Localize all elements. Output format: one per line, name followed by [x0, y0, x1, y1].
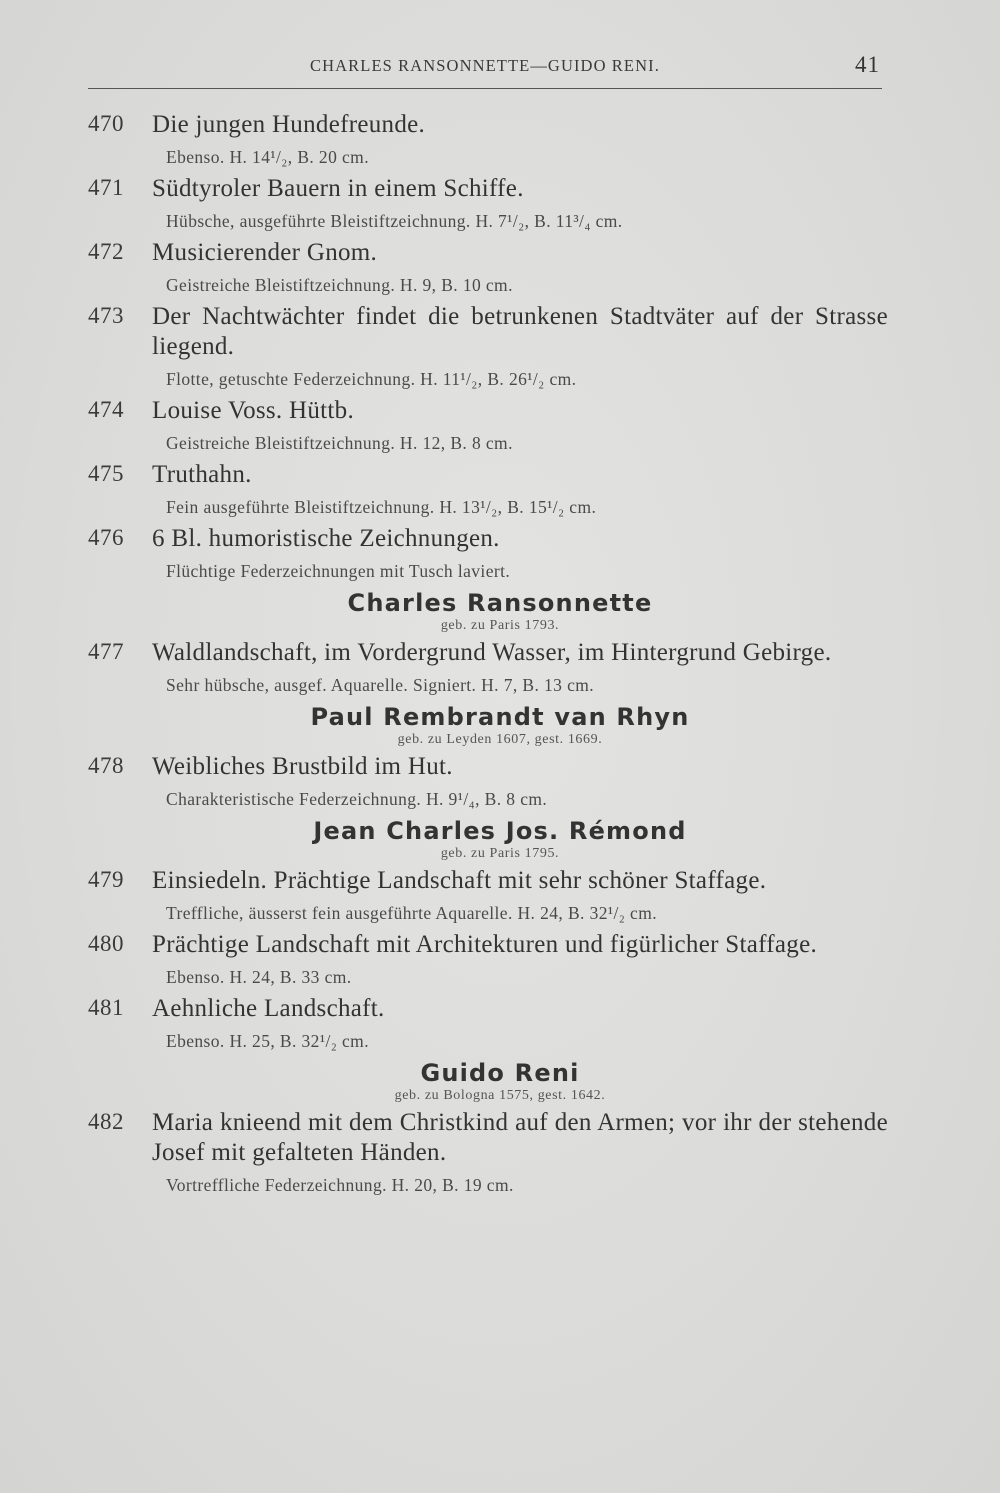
entry-number: 470	[88, 111, 124, 136]
entry-number: 472	[88, 239, 124, 264]
entry-description: Treffliche, äusserst fein ausgeführte Aquarelle. H. 24, B. 32¹/₂ cm.	[166, 903, 658, 923]
catalog-entry	[0, 752, 1000, 810]
page-number: 41	[855, 52, 880, 77]
entry-description: Hübsche, ausgeführte Bleistiftzeichnung. H. 7¹/₂, B. 11³/₄ cm.	[166, 211, 623, 231]
catalog-entry	[0, 524, 1000, 582]
artist-heading	[0, 588, 1000, 634]
entry-title: Musicierender Gnom.	[152, 239, 378, 266]
entry-title: Aehnliche Landschaft.	[152, 995, 385, 1022]
entry-number: 471	[88, 175, 124, 200]
entry-title: Waldlandschaft, im Vordergrund Wasser, im Hintergrund Gebirge.	[152, 639, 832, 666]
entry-description: Vortreffliche Federzeichnung. H. 20, B. 19 cm.	[166, 1175, 514, 1195]
running-head	[88, 52, 882, 89]
entry-title: Prächtige Landschaft mit Architekturen und figürlicher Staffage.	[152, 931, 818, 958]
artist-heading	[0, 816, 1000, 862]
entry-number: 480	[88, 931, 124, 956]
entry-number: 482	[88, 1109, 124, 1134]
entry-description: Flüchtige Federzeichnungen mit Tusch laviert.	[166, 561, 511, 581]
entry-number: 478	[88, 753, 124, 778]
entry-title: Der Nachtwächter findet die betrunkenen Stadtväter auf der Strasse liegend.	[152, 303, 888, 360]
catalog-entry	[0, 174, 1000, 232]
entry-number: 479	[88, 867, 124, 892]
catalog-entry	[0, 638, 1000, 696]
entry-title: Die jungen Hundefreunde.	[152, 111, 426, 138]
entry-description: Sehr hübsche, ausgef. Aquarelle. Signiert. H. 7, B. 13 cm.	[166, 675, 595, 695]
artist-life-dates: geb. zu Paris 1795.	[440, 846, 560, 861]
entry-number: 476	[88, 525, 124, 550]
catalog-entry	[0, 396, 1000, 454]
artist-heading	[0, 702, 1000, 748]
catalog-entry	[0, 460, 1000, 518]
catalog-entry	[0, 1108, 1000, 1196]
entry-title: Truthahn.	[152, 461, 252, 488]
artist-name: Jean Charles Jos. Rémond	[313, 817, 687, 845]
catalog-entry	[0, 302, 1000, 390]
entry-title: Einsiedeln. Prächtige Landschaft mit sehr schöner Staffage.	[152, 867, 767, 894]
artist-life-dates: geb. zu Paris 1793.	[440, 618, 560, 633]
entry-number: 475	[88, 461, 124, 486]
entry-title: Maria knieend mit dem Christkind auf den Armen; vor ihr der stehende Josef mit gefalteten Händen.	[152, 1109, 888, 1166]
catalog-entry	[0, 110, 1000, 168]
artist-name: Guido Reni	[420, 1059, 580, 1087]
entry-title: Weibliches Brustbild im Hut.	[152, 753, 453, 780]
artist-life-dates: geb. zu Leyden 1607, gest. 1669.	[397, 732, 603, 747]
catalog-entry	[0, 238, 1000, 296]
catalog-entry	[0, 930, 1000, 988]
entry-number: 473	[88, 303, 124, 328]
running-title: CHARLES RANSONNETTE—GUIDO RENI.	[310, 56, 660, 75]
catalog-entry	[0, 866, 1000, 924]
artist-life-dates: geb. zu Bologna 1575, gest. 1642.	[394, 1088, 606, 1103]
entry-number: 474	[88, 397, 124, 422]
artist-name: Charles Ransonnette	[347, 589, 653, 617]
entry-number: 477	[88, 639, 124, 664]
catalog-entry	[0, 994, 1000, 1052]
artist-heading	[0, 1058, 1000, 1104]
entry-description: Geistreiche Bleistiftzeichnung. H. 9, B. 10 cm.	[166, 275, 513, 295]
entry-title: Louise Voss. Hüttb.	[152, 397, 355, 424]
entry-number: 481	[88, 995, 124, 1020]
entry-title: 6 Bl. humoristische Zeichnungen.	[152, 525, 500, 552]
entry-description: Ebenso. H. 24, B. 33 cm.	[166, 967, 352, 987]
entry-description: Geistreiche Bleistiftzeichnung. H. 12, B. 8 cm.	[166, 433, 513, 453]
entry-description: Ebenso. H. 14¹/₂, B. 20 cm.	[166, 147, 369, 167]
entry-description: Fein ausgeführte Bleistiftzeichnung. H. 13¹/₂, B. 15¹/₂ cm.	[166, 497, 597, 517]
artist-name: Paul Rembrandt van Rhyn	[310, 703, 690, 731]
catalog-entries	[0, 110, 1000, 1202]
entry-description: Ebenso. H. 25, B. 32¹/₂ cm.	[166, 1031, 369, 1051]
entry-title: Südtyroler Bauern in einem Schiffe.	[152, 175, 524, 202]
entry-description: Flotte, getuschte Federzeichnung. H. 11¹/₂, B. 26¹/₂ cm.	[166, 369, 577, 389]
entry-description: Charakteristische Federzeichnung. H. 9¹/₄, B. 8 cm.	[166, 789, 548, 809]
